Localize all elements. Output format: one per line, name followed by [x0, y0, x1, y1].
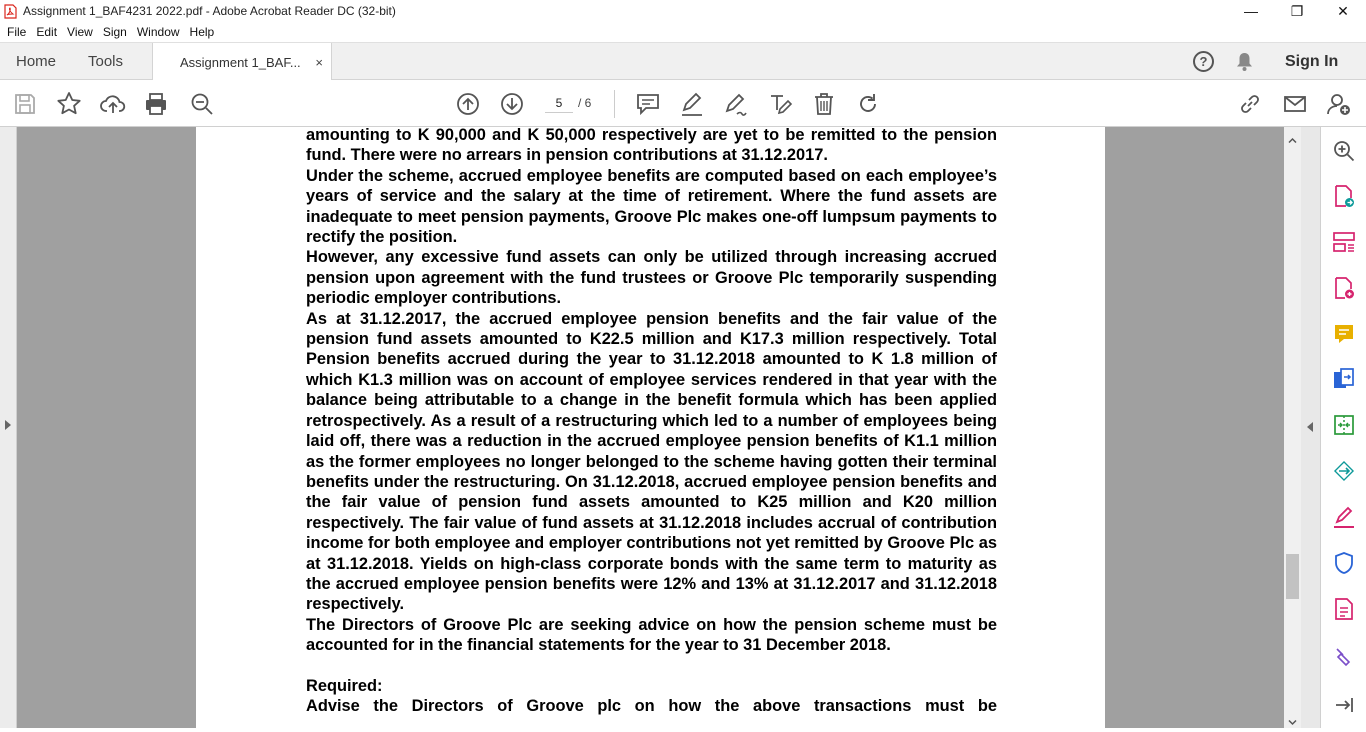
required-heading: Required: [306, 676, 383, 695]
more-tools-icon[interactable] [1332, 643, 1356, 667]
bell-icon[interactable] [1236, 52, 1253, 72]
toolbar [0, 80, 1366, 127]
sign-in-button[interactable]: Sign In [1285, 53, 1339, 70]
create-pdf-icon[interactable] [1332, 276, 1356, 300]
link-icon[interactable] [1237, 91, 1263, 117]
restore-button[interactable]: ❐ [1290, 2, 1304, 19]
title-bar [0, 0, 1366, 22]
combine-files-icon[interactable] [1332, 367, 1356, 391]
menu-sign[interactable]: Sign [102, 25, 127, 39]
tab-home[interactable]: Home [16, 53, 57, 70]
organize-pages-icon[interactable] [1332, 230, 1356, 254]
close-tab-icon[interactable]: × [315, 54, 323, 70]
menu-window[interactable]: Window [136, 25, 180, 39]
email-icon[interactable] [1282, 91, 1308, 117]
required-text: Advise the Directors of Groove plc on how the above transactions must be [306, 696, 997, 715]
toolbar-divider [614, 90, 615, 118]
document-viewport[interactable] [0, 127, 1320, 728]
edit-text-icon[interactable] [767, 91, 793, 117]
acrobat-icon [4, 4, 17, 19]
fill-and-sign-icon[interactable] [1332, 505, 1356, 529]
page-text [306, 127, 997, 716]
collapse-right-pane-icon[interactable] [1307, 422, 1313, 432]
highlight-pen-icon[interactable] [679, 91, 705, 117]
vertical-scrollbar[interactable] [1284, 127, 1301, 728]
page-number-input[interactable]: 5 [545, 93, 573, 113]
left-pane-toggle[interactable] [0, 127, 17, 728]
menu-edit[interactable]: Edit [36, 25, 58, 39]
tab-bar [0, 42, 1366, 80]
pdf-page [196, 127, 1105, 728]
tools-pane [1320, 127, 1366, 728]
protect-shield-icon[interactable] [1332, 551, 1356, 575]
send-for-review-icon[interactable] [1332, 459, 1356, 483]
scrollbar-thumb[interactable] [1286, 554, 1299, 599]
previous-page-icon[interactable] [455, 91, 481, 117]
trash-icon[interactable] [811, 91, 837, 117]
zoom-in-icon[interactable] [1332, 139, 1356, 163]
upload-cloud-icon[interactable] [100, 91, 126, 117]
help-icon[interactable]: ? [1193, 51, 1214, 72]
scroll-up-icon[interactable] [1288, 132, 1297, 141]
page-total: / 6 [578, 96, 592, 110]
compress-pdf-icon[interactable] [1332, 413, 1356, 437]
paragraph: amounting to K 90,000 and K 50,000 respectively are yet to be remitted to the pension fund. There were no arrears in pension contributions at 31.12.2017. [306, 127, 997, 165]
export-pdf-icon[interactable] [1332, 184, 1356, 208]
redo-icon[interactable] [855, 91, 881, 117]
bookmark-star-icon[interactable] [56, 91, 82, 117]
close-window-button[interactable]: ✕ [1337, 2, 1349, 19]
paragraph: However, any excessive fund assets can only be utilized through increasing accrued pension upon agreement with the fund trustees or Groove Plc temporarily suspending periodic employer contributions. [306, 248, 997, 308]
tab-document[interactable] [152, 43, 332, 81]
menu-help[interactable]: Help [189, 25, 215, 39]
share-user-icon[interactable] [1326, 91, 1352, 117]
save-icon[interactable] [12, 91, 38, 117]
menu-file[interactable]: File [7, 25, 27, 39]
menu-view[interactable]: View [67, 25, 93, 39]
print-icon[interactable] [143, 91, 169, 117]
prepare-form-icon[interactable] [1332, 597, 1356, 621]
minimize-button[interactable]: — [1244, 3, 1258, 19]
paragraph: The Directors of Groove Plc are seeking advice on how the pension scheme must be accounted for in the financial statements for the year to 31 December 2018. [306, 615, 997, 655]
zoom-out-icon[interactable] [189, 91, 215, 117]
expand-left-pane-icon[interactable] [5, 420, 11, 430]
paragraph: Under the scheme, accrued employee benefits are computed based on each employee’s years of service and the salary at the time of retirement. Where the fund assets are inadequate to meet pension payments, Groove Plc makes one-off lumpsum payments to rectify the position. [306, 166, 997, 247]
comment-icon[interactable] [635, 91, 661, 117]
comment-tool-icon[interactable] [1332, 322, 1356, 346]
tab-document-label: Assignment 1_BAF... [180, 54, 301, 70]
menu-bar [0, 22, 1366, 42]
scroll-down-icon[interactable] [1288, 714, 1297, 723]
draw-icon[interactable] [723, 91, 749, 117]
collapse-tools-pane-icon[interactable] [1332, 693, 1356, 717]
next-page-icon[interactable] [499, 91, 525, 117]
right-pane-toggle[interactable] [1301, 127, 1320, 728]
window-title: Assignment 1_BAF4231 2022.pdf - Adobe Acrobat Reader DC (32-bit) [23, 4, 396, 18]
paragraph: As at 31.12.2017, the accrued employee pension benefits and the fair value of the pension fund assets amounted to K22.5 million and K17.3 million respectively. Total Pension benefits accrued during the year to 31.12.2018 amounted to K 1.8 million of which K1.3 million was on account of employee services rendered in that year with the balance being attributable to a change in the benefit formula which has been applied retrospectively. As a result of a restructuring which led to a number of employees being laid off, there was a reduction in the accrued employee pension benefits of K1.1 million as the former employees no longer belonged to the scheme having gotten their terminal benefits under the restructuring. On 31.12.2018, accrued employee pension benefits and the fair value of pension fund assets amounted to K25 million and K20 million respectively. The fair value of fund assets at 31.12.2018 includes accrual of contribution income for both employee and employer contributions not yet remitted by Groove Plc as at 31.12.2018. Yields on high-class corporate bonds with the same term to maturity as the accrued employee pension benefits were 12% and 13% at 31.12.2017 and 31.12.2018 respectively. [306, 309, 997, 614]
tab-tools[interactable]: Tools [88, 53, 124, 70]
